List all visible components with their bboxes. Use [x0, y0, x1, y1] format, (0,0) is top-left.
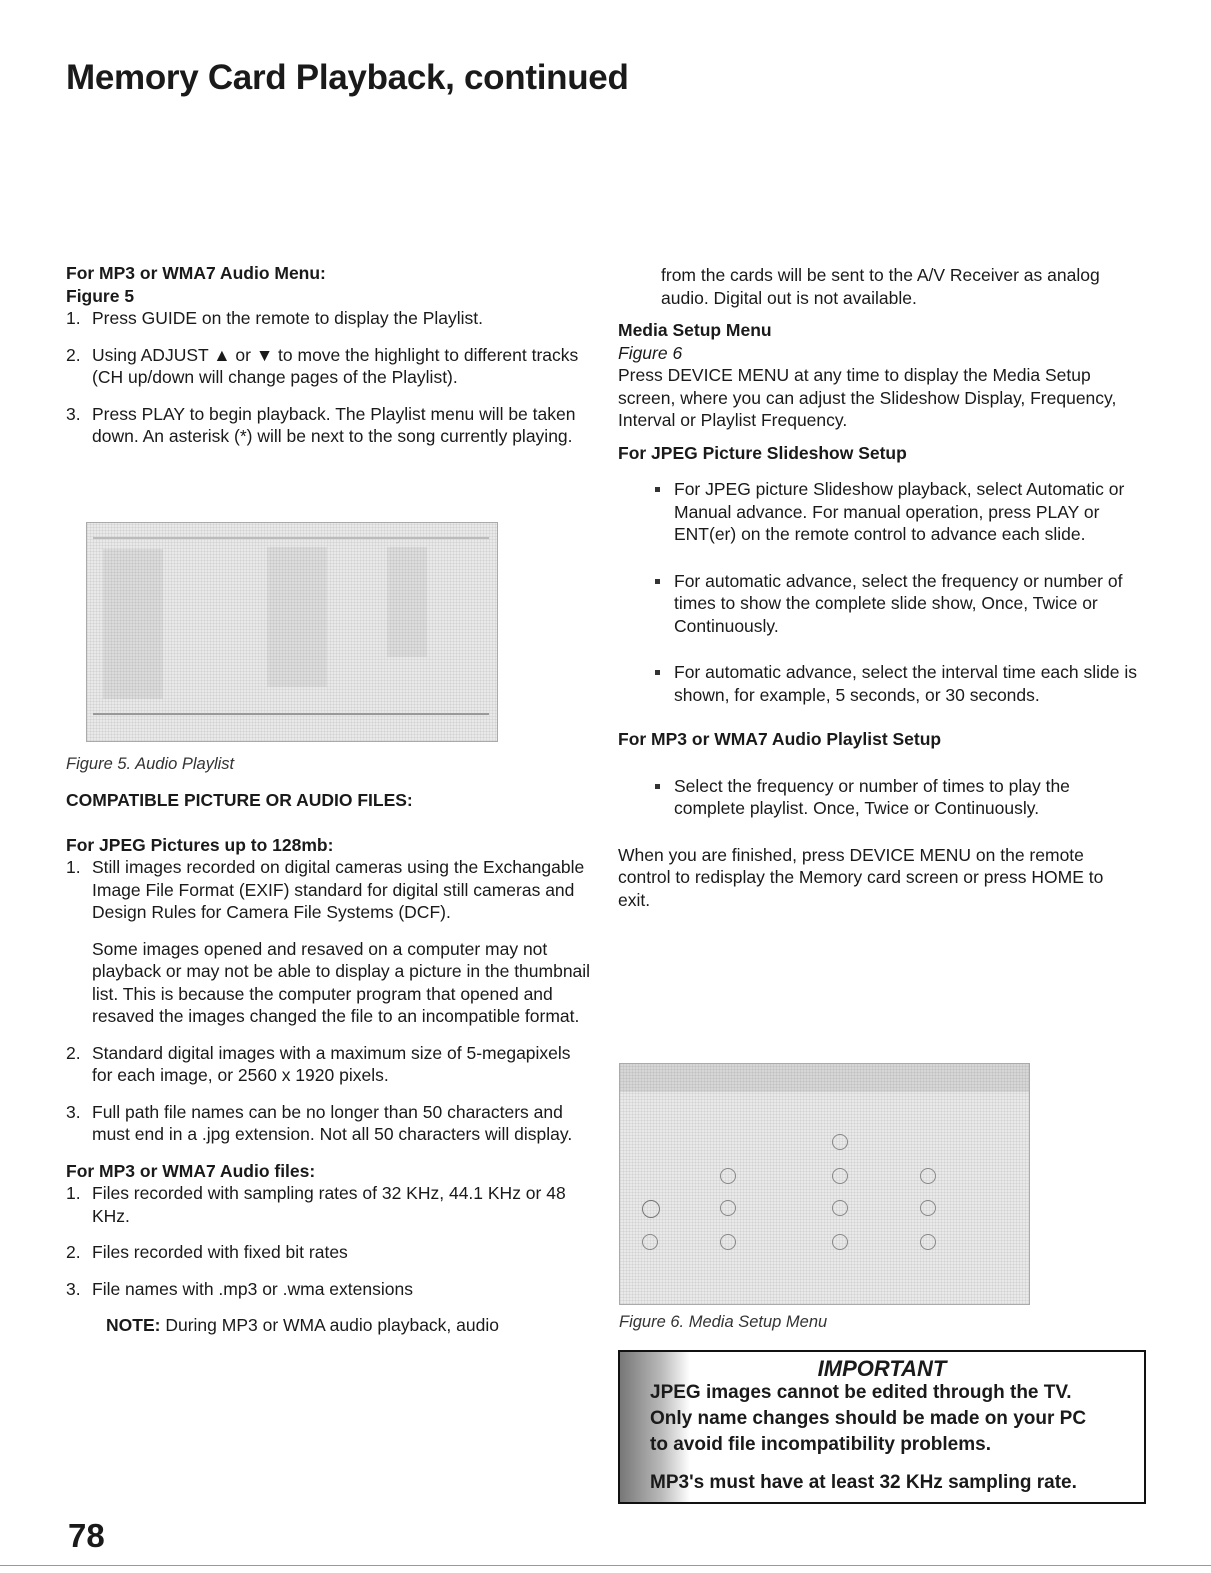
figure6-ref: Figure 6	[618, 342, 683, 363]
important-title: IMPORTANT	[817, 1356, 947, 1381]
note-label: NOTE:	[106, 1315, 161, 1335]
figure6-caption: Figure 6. Media Setup Menu	[619, 1313, 828, 1331]
playlist-bullets	[618, 775, 1138, 820]
figure5-ref: Figure 5	[66, 285, 135, 306]
figure6-option-radio	[832, 1168, 848, 1184]
figure6-media-setup-image	[619, 1063, 1030, 1305]
figure5-right-panel	[387, 547, 427, 657]
left-column	[66, 262, 591, 448]
left-column-lower	[66, 789, 591, 1337]
jpeg-step-1: 1. Still images recorded on digital cameras using the Exchangable Image File Format (EXIF) standard for digital still cameras and Design Rules for Camera File Systems (DCF).	[66, 857, 585, 922]
jpeg-heading: For JPEG Pictures up to 128mb:	[66, 834, 334, 855]
figure6-option-radio	[832, 1234, 848, 1250]
audio-step-2: 2. Using ADJUST ▲ or ▼ to move the highlight to different tracks (CH up/down will change pages of the Playlist).	[66, 344, 579, 387]
figure6-option-radio	[920, 1168, 936, 1184]
figure6-option-radio	[920, 1200, 936, 1216]
figure6-option-radio	[642, 1200, 660, 1218]
jpeg-step-2: 2. Standard digital images with a maximum size of 5-megapixels for each image, or 2560 x 1920 pixels.	[66, 1042, 571, 1085]
figure5-caption: Figure 5. Audio Playlist	[66, 755, 235, 773]
figure6-option-radio	[642, 1234, 658, 1250]
important-box	[618, 1350, 1146, 1504]
figure6-option-radio	[832, 1200, 848, 1216]
jpeg-note: Some images opened and resaved on a computer may not playback or may not be able to display a picture in the thumbnail list. This is because the computer program that opened and resaved the images changed the file to an incompatible format.	[92, 938, 591, 1026]
note-paragraph	[66, 1314, 591, 1337]
slideshow-bullet-3: For automatic advance, select the interval time each slide is shown, for example, 5 seconds, or 30 seconds.	[650, 661, 1138, 706]
figure6-option-radio	[920, 1234, 936, 1250]
figure5-header-bar	[93, 537, 489, 539]
important-line-3: to avoid file incompatibility problems.	[650, 1434, 991, 1455]
audio-file-step-3: 3. File names with .mp3 or .wma extensions	[66, 1278, 413, 1299]
figure6-option-radio	[720, 1200, 736, 1216]
audio-playlist-heading: For MP3 or WMA7 Audio Playlist Setup	[618, 729, 942, 749]
figure6-option-radio	[720, 1168, 736, 1184]
jpeg-step-3: 3. Full path file names can be no longer than 50 characters and must end in a .jpg extension. Not all 50 characters will display.	[66, 1101, 573, 1144]
media-setup-text: Press DEVICE MENU at any time to display the Media Setup screen, where you can adjust the Slideshow Display, Frequency, Interval or Playlist Frequency.	[618, 365, 1117, 430]
finished-text: When you are finished, press DEVICE MENU on the remote control to redisplay the Memory card screen or press HOME to exit.	[618, 844, 1104, 910]
figure5-track-list	[103, 549, 163, 699]
page-number: 78	[68, 1517, 105, 1554]
audio-file-step-2: 2. Files recorded with fixed bit rates	[66, 1242, 348, 1262]
figure5-audio-playlist-image	[86, 522, 498, 742]
audio-files-heading: For MP3 or WMA7 Audio files:	[66, 1160, 316, 1181]
important-line-4: MP3's must have at least 32 KHz sampling rate.	[650, 1472, 1077, 1493]
important-line-2: Only name changes should be made on your PC	[650, 1408, 1087, 1429]
figure6-title-bar	[620, 1064, 1029, 1092]
figure6-option-radio	[720, 1234, 736, 1250]
right-column	[618, 264, 1138, 911]
jpeg-slideshow-heading: For JPEG Picture Slideshow Setup	[618, 442, 907, 463]
figure5-center-panel	[267, 547, 327, 687]
note-continuation: from the cards will be sent to the A/V Receiver as analog audio. Digital out is not available.	[661, 265, 1100, 308]
note-text: During MP3 or WMA audio playback, audio	[165, 1315, 499, 1335]
figure5-footer-bar	[93, 713, 489, 715]
slideshow-bullets	[618, 478, 1138, 706]
audio-step-3: 3. Press PLAY to begin playback. The Playlist menu will be taken down. An asterisk (*) will be next to the song currently playing.	[66, 403, 576, 446]
slideshow-bullet-2: For automatic advance, select the frequency or number of times to show the complete slide show, Once, Twice or Continuously.	[650, 570, 1138, 638]
slideshow-bullet-1: For JPEG picture Slideshow playback, select Automatic or Manual advance. For manual operation, press PLAY or ENT(er) on the remote control to advance each slide.	[650, 478, 1138, 546]
bottom-rule	[0, 1565, 1211, 1566]
important-line-1: JPEG images cannot be edited through the TV.	[650, 1382, 1072, 1403]
compatible-heading: COMPATIBLE PICTURE OR AUDIO FILES:	[66, 790, 413, 810]
media-setup-heading: Media Setup Menu	[618, 320, 772, 340]
audio-menu-heading: For MP3 or WMA7 Audio Menu:	[66, 263, 326, 283]
page-title: Memory Card Playback, continued	[66, 58, 629, 97]
audio-step-1: 1. Press GUIDE on the remote to display the Playlist.	[66, 308, 483, 328]
playlist-bullet-1: Select the frequency or number of times to play the complete playlist. Once, Twice or Continuously.	[650, 775, 1138, 820]
figure6-option-radio	[832, 1134, 848, 1150]
audio-file-step-1: 1. Files recorded with sampling rates of 32 KHz, 44.1 KHz or 48 KHz.	[66, 1183, 566, 1226]
